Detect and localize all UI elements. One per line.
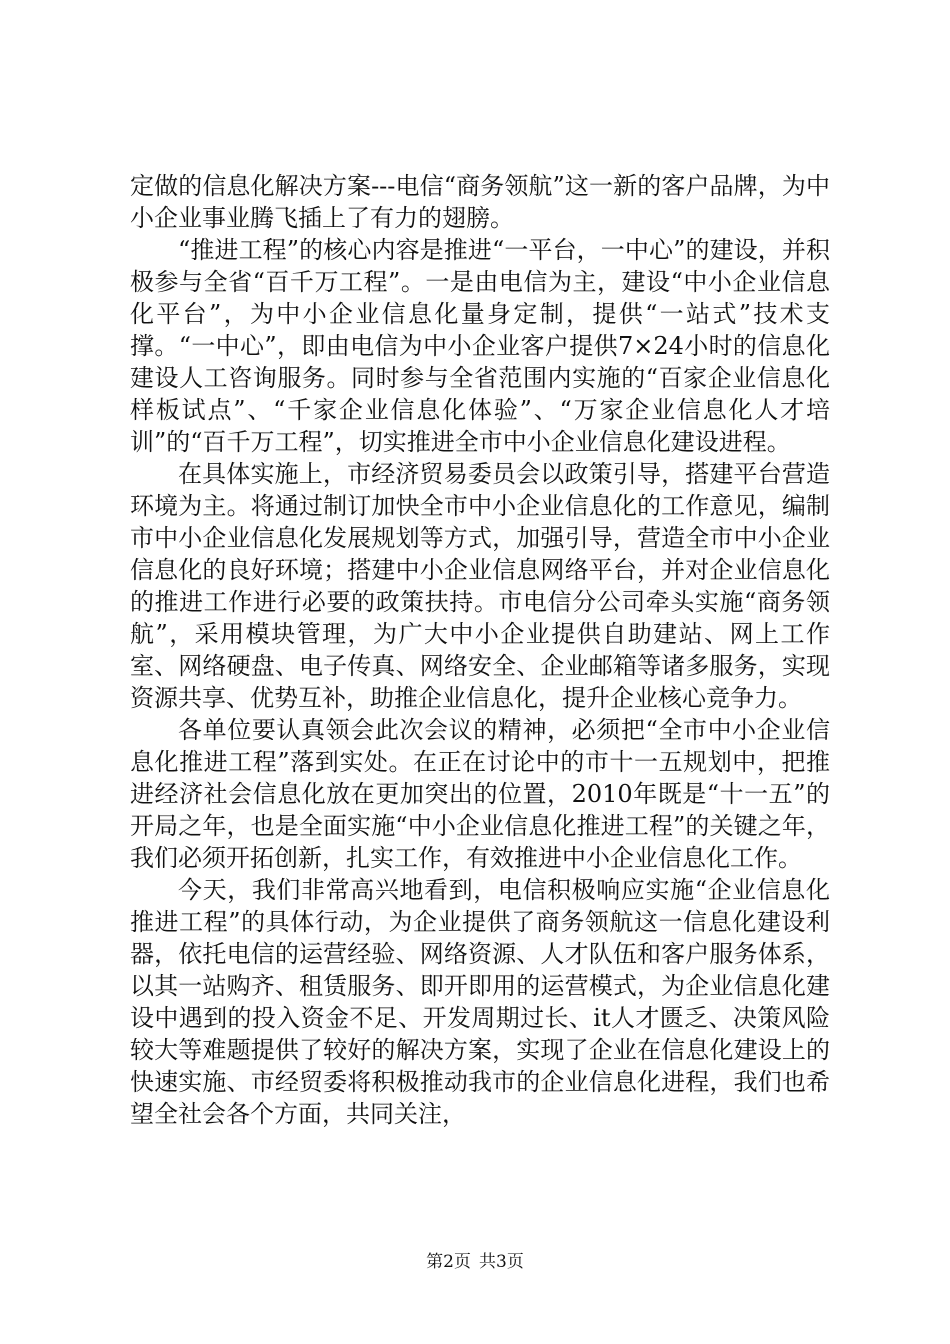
paragraph-2: “推进工程”的核心内容是推进“一平台，一中心”的建设，并积极参与全省“百千万工程”。一是由电信为主，建设“中小企业信息化平台”，为中小企业信息化量身定制，提供“一站式”技术支撑。“一中心”，即由电信为中小企业客户提供7×24小时的信息化建设人工咨询服务。同时参与全省范围内实施的“百家企业信息化样板试点”、“千家企业信息化体验”、“万家企业信息化人才培训”的“百千万工程”，切实推进全市中小企业信息化建设进程。 bbox=[130, 236, 830, 456]
document-body bbox=[130, 170, 830, 1130]
page-number: 第2页 bbox=[426, 1252, 471, 1272]
page-total: 共3页 bbox=[479, 1252, 524, 1272]
paragraph-1: 定做的信息化解决方案---电信“商务领航”这一新的客户品牌，为中小企业事业腾飞插上了有力的翅膀。 bbox=[130, 172, 830, 232]
paragraph-5: 今天，我们非常高兴地看到，电信积极响应实施“企业信息化推进工程”的具体行动，为企业提供了商务领航这一信息化建设利器，依托电信的运营经验、网络资源、人才队伍和客户服务体系，以其一站购齐、租赁服务、即开即用的运营模式，为企业信息化建设中遇到的投入资金不足、开发周期过长、it人才匮乏、决策风险较大等难题提供了较好的解决方案，实现了企业在信息化建设上的快速实施、市经贸委将积极推动我市的企业信息化进程，我们也希望全社会各个方面，共同关注， bbox=[130, 876, 830, 1128]
paragraph-4: 各单位要认真领会此次会议的精神，必须把“全市中小企业信息化推进工程”落到实处。在正在讨论中的市十一五规划中，把推进经济社会信息化放在更加突出的位置，2010年既是“十一五”的开局之年，也是全面实施“中小企业信息化推进工程”的关键之年，我们必须开拓创新，扎实工作，有效推进中小企业信息化工作。 bbox=[130, 716, 830, 872]
paragraph-3: 在具体实施上，市经济贸易委员会以政策引导，搭建平台营造环境为主。将通过制订加快全市中小企业信息化的工作意见，编制市中小企业信息化发展规划等方式，加强引导，营造全市中小企业信息化的良好环境；搭建中小企业信息网络平台，并对企业信息化的推进工作进行必要的政策扶持。市电信分公司牵头实施“商务领航”，采用模块管理，为广大中小企业提供自助建站、网上工作室、网络硬盘、电子传真、网络安全、企业邮箱等诸多服务，实现资源共享、优势互补，助推企业信息化，提升企业核心竞争力。 bbox=[130, 460, 830, 712]
page-footer bbox=[0, 1250, 950, 1274]
